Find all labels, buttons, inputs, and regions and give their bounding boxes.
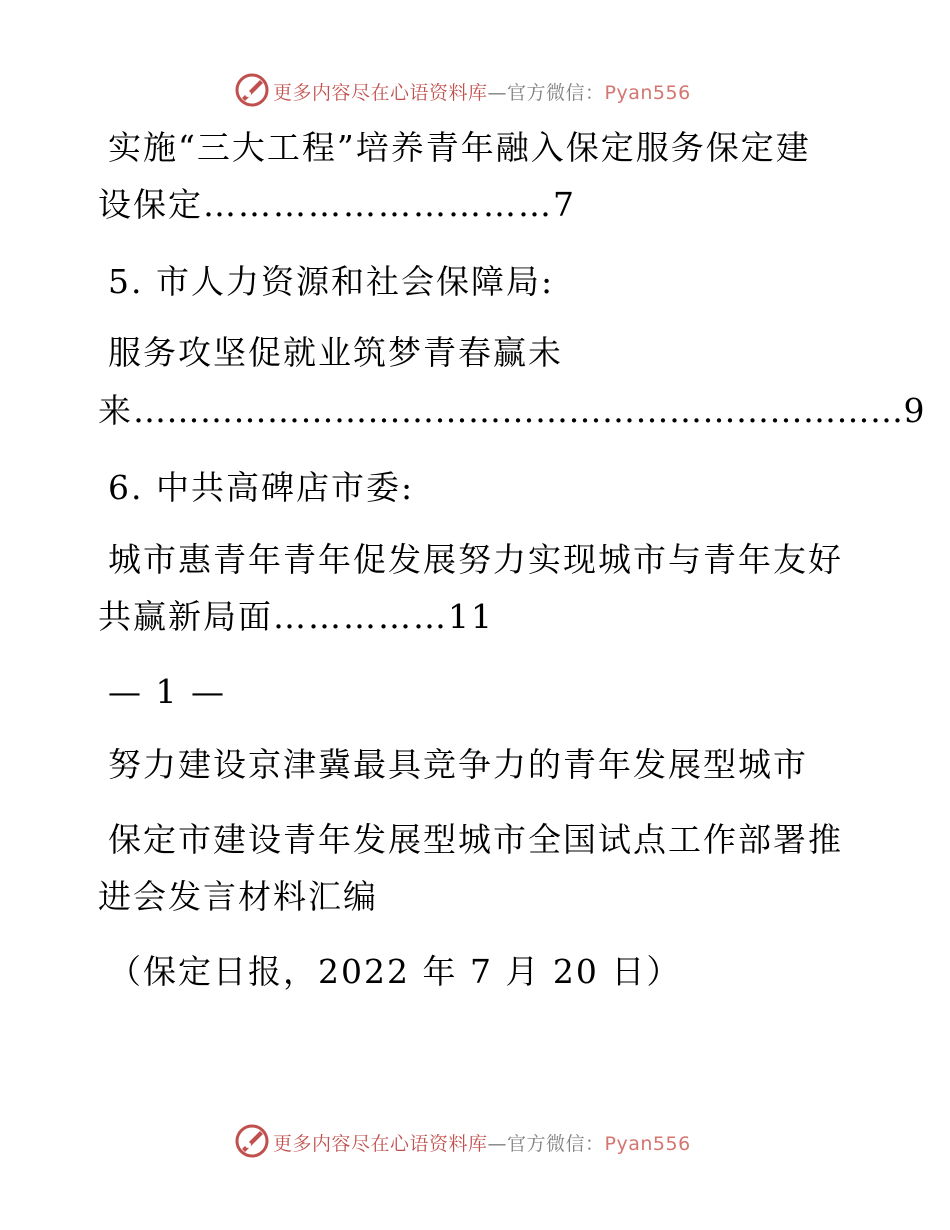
toc-entry-3-heading: 6. 中共高碑店市委: bbox=[108, 468, 415, 507]
footer-banner-title: 更多内容尽在心语资料库 bbox=[273, 1133, 488, 1155]
article-subtitle-line1: 保定市建设青年发展型城市全国试点工作部署推 bbox=[108, 820, 843, 859]
article-title: 努力建设京津冀最具竞争力的青年发展型城市 bbox=[108, 745, 808, 784]
header-banner-contact: 官方微信： bbox=[507, 82, 605, 104]
header-banner-title: 更多内容尽在心语资料库 bbox=[273, 82, 488, 104]
header-banner-wechat: Pyan556 bbox=[604, 82, 691, 104]
toc-entry-2-dots: …………………………………………………………… bbox=[133, 391, 904, 430]
footer-banner-wechat: Pyan556 bbox=[604, 1133, 691, 1155]
article-subtitle-line2: 进会发言材料汇编 bbox=[98, 877, 378, 916]
page-number: — 1 — bbox=[108, 672, 226, 711]
toc-entry-1-title: 实施“三大工程”培养青年融入保定服务保定建 bbox=[108, 128, 811, 167]
toc-entry-1-title-line2: 设保定 bbox=[98, 185, 203, 224]
toc-entry-3-title-line2: 共赢新局面 bbox=[98, 597, 273, 636]
toc-entry-2-title-line2: 来 bbox=[98, 391, 133, 430]
footer-banner-separator: — bbox=[487, 1133, 508, 1155]
toc-entry-1-title-cont bbox=[98, 185, 576, 225]
toc-entry-1-dots: ………………………… bbox=[203, 185, 553, 224]
toc-entry-2-heading: 5. 市人力资源和社会保障局: bbox=[108, 262, 555, 301]
footer-banner-contact: 官方微信： bbox=[507, 1133, 605, 1155]
toc-entry-3-dots: …………… bbox=[273, 597, 448, 636]
toc-entry-3-page: 11 bbox=[448, 597, 494, 636]
toc-entry-2-title-cont bbox=[98, 391, 927, 431]
header-banner-separator: — bbox=[487, 82, 508, 104]
toc-entry-1-page: 7 bbox=[553, 185, 576, 224]
toc-entry-2-title: 服务攻坚促就业筑梦青春赢未 bbox=[108, 333, 563, 372]
footer-banner bbox=[0, 1121, 950, 1161]
toc-entry-2-page: 9 bbox=[903, 391, 927, 430]
article-source: （保定日报，2022 年 7 月 20 日） bbox=[108, 952, 682, 991]
footer-banner-text bbox=[273, 1129, 691, 1156]
logo-icon bbox=[234, 72, 270, 108]
logo-icon bbox=[234, 1123, 270, 1159]
toc-entry-3-title-cont bbox=[98, 597, 494, 637]
header-banner bbox=[0, 70, 950, 110]
header-banner-text bbox=[273, 78, 691, 105]
toc-entry-3-title: 城市惠青年青年促发展努力实现城市与青年友好 bbox=[108, 540, 843, 579]
